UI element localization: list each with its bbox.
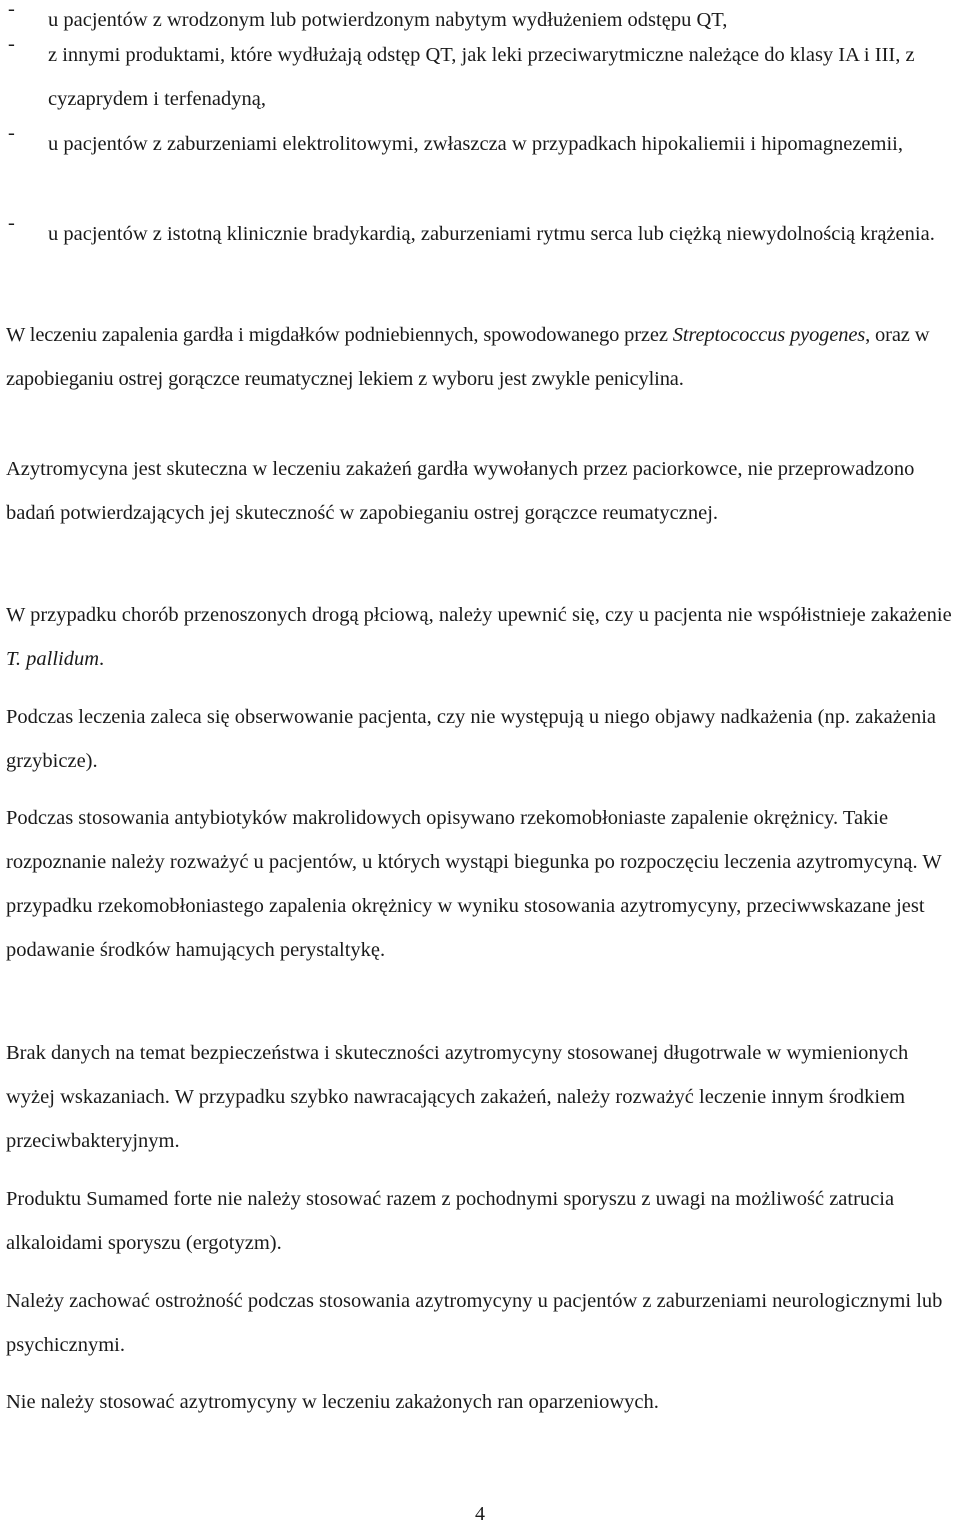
bullet-text: u pacjentów z zaburzeniami elektrolitowymi, zwłaszcza w przypadkach hipokaliemii i hipomagnezemii, [48, 133, 903, 155]
bullet-item [0, 212, 950, 256]
bullet-dash: - [8, 122, 15, 144]
paragraph-sporysz: Produktu Sumamed forte nie należy stosować razem z pochodnymi sporyszu z uwagi na możliwość zatrucia alkaloidami sporyszu (ergotyzm). [6, 1188, 895, 1254]
bullet-dash: - [8, 212, 15, 234]
species-name: T. pallidum [6, 648, 100, 670]
paragraph-rany-oparzeniowe: Nie należy stosować azytromycyny w leczeniu zakażonych ran oparzeniowych. [6, 1391, 659, 1413]
paragraph-azytromycyna-skutecznosc: Azytromycyna jest skuteczna w leczeniu zakażeń gardła wywołanych przez paciorkowce, nie przeprowadzono badań potwierdzających jej skuteczność w zapobieganiu ostrej gorączce reumatycznej. [6, 458, 915, 524]
paragraph-brak-danych: Brak danych na temat bezpieczeństwa i skuteczności azytromycyny stosowanej długotrwale w wymienionych wyżej wskazaniach. W przypadku szybko nawracających zakażeń, należy rozważyć leczenie innym środkiem przeciwbakteryjnym. [6, 1042, 909, 1152]
bullet-item [0, 33, 950, 121]
bullet-item [0, 122, 950, 166]
paragraph-ostroznosc: Należy zachować ostrożność podczas stosowania azytromycyny u pacjentów z zaburzeniami neurologicznymi lub psychicznymi. [6, 1290, 943, 1356]
bullet-text: z innymi produktami, które wydłużają odstęp QT, jak leki przeciwarytmiczne należące do klasy IA i III, z cyzaprydem i terfenadyną, [48, 44, 915, 110]
species-name: Streptococcus pyogenes [672, 324, 866, 346]
paragraph-streptococcus: W leczeniu zapalenia gardła i migdałków podniebiennych, spowodowanego przez Streptococcus pyogenes, oraz w zapobieganiu ostrej gorączce reumatycznej lekiem z wyboru jest zwykle penicylina. [6, 324, 930, 390]
bullet-dash: - [8, 0, 15, 20]
bullet-text: u pacjentów z wrodzonym lub potwierdzonym nabytym wydłużeniem odstępu QT, [48, 9, 728, 31]
paragraph-nadkazenia: Podczas leczenia zaleca się obserwowanie pacjenta, czy nie występują u niego objawy nadkażenia (np. zakażenia grzybicze). [6, 706, 937, 772]
bullet-text: u pacjentów z istotną klinicznie bradykardią, zaburzeniami rytmu serca lub ciężką niewydolnością krążenia. [48, 223, 935, 245]
page-number: 4 [475, 1503, 485, 1525]
paragraph-choroby-plciowe: W przypadku chorób przenoszonych drogą płciową, należy upewnić się, czy u pacjenta nie współistnieje zakażenie T. pallidum. [6, 604, 952, 670]
paragraph-zapalenie-okreznicy: Podczas stosowania antybiotyków makrolidowych opisywano rzekomobłoniaste zapalenie okrężnicy. Takie rozpoznanie należy rozważyć u pacjentów, u których wystąpi biegunka po rozpoczęciu leczenia azytromycyną. W przypadku rzekomobłoniastego zapalenia okrężnicy w wyniku stosowania azytromycyny, przeciwwskazane jest podawanie środków hamujących perystaltykę. [6, 807, 942, 961]
bullet-dash: - [8, 33, 15, 55]
